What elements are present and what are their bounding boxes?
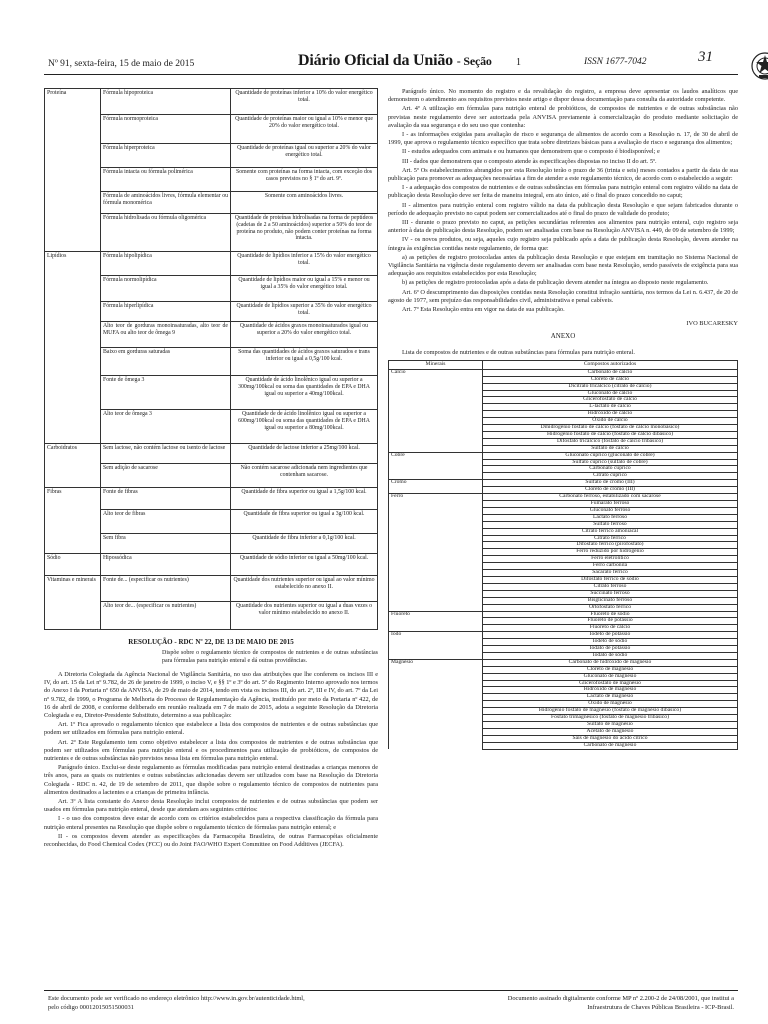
resolution-body-cont bbox=[388, 88, 738, 314]
row-condition: Quantidade de ácido linolênico igual ou superior a 300mg/100kcal ou soma das quantidades de EPA e DHA igual ou superior a 40mg/100kcal. bbox=[231, 376, 378, 410]
table-row bbox=[389, 680, 738, 687]
table-row bbox=[389, 397, 738, 404]
mineral-cell bbox=[389, 563, 483, 570]
table-row bbox=[389, 507, 738, 514]
table-row bbox=[389, 604, 738, 611]
table-row bbox=[389, 625, 738, 632]
mineral-cell bbox=[389, 466, 483, 473]
table-row bbox=[45, 410, 378, 444]
compound-cell: Hidrogênio fosfato de cálcio (fosfato de cálcio dibásico) bbox=[483, 431, 738, 438]
row-group bbox=[45, 376, 101, 410]
table-row bbox=[45, 276, 378, 302]
table-row bbox=[389, 563, 738, 570]
footer-verification bbox=[48, 994, 378, 1012]
table-row bbox=[45, 464, 378, 488]
row-condition: Quantidade dos nutrientes superior ou igual a duas vezes o valor mínimo estabelecido no anexo II. bbox=[231, 602, 378, 630]
compound-cell: Difosfato tricálcico (fosfato de cálcio tribásico) bbox=[483, 438, 738, 445]
row-group bbox=[45, 144, 101, 168]
table-row bbox=[45, 444, 378, 464]
compound-cell: Fluoreto de sódio bbox=[483, 611, 738, 618]
footer-mp-note: Documento assinado digitalmente conforme MP nº 2.200-2 de 24/08/2001, que institui a bbox=[507, 995, 734, 1002]
row-condition: Quantidade de fibra inferior a 0,1g/100 kcal. bbox=[231, 534, 378, 554]
compound-cell: Hidrogênio fosfato de magnésio (fosfato de magnésio dibásico) bbox=[483, 708, 738, 715]
row-attribute: Fórmula hidrolisada ou fórmula oligomérica bbox=[101, 214, 231, 252]
compound-cell: Óxido de magnésio bbox=[483, 701, 738, 708]
compound-cell: Sulfato de cálcio bbox=[483, 445, 738, 452]
table-row bbox=[389, 632, 738, 639]
row-attribute: Fórmula hiperlipídica bbox=[101, 302, 231, 322]
row-group bbox=[45, 464, 101, 488]
row-condition: Somente com proteínas na forma intacta, com exceção dos casos previstos no § 1º do art. 9º. bbox=[231, 168, 378, 192]
row-condition: Soma das quantidades de ácidos graxos saturados e trans inferior ou igual a 0,5g/100 kcal. bbox=[231, 348, 378, 376]
mineral-cell bbox=[389, 680, 483, 687]
row-attribute: Sem lactose, não contém lactose ou isento de lactose bbox=[101, 444, 231, 464]
mineral-cell bbox=[389, 535, 483, 542]
compound-cell: Lactato ferroso bbox=[483, 514, 738, 521]
mineral-cell bbox=[389, 528, 483, 535]
mineral-cell bbox=[389, 425, 483, 432]
paragraph: Art. 1º Fica aprovado o regulamento técnico que estabelece a lista dos compostos de nutrientes e de outras substâncias que podem ser utilizados em fórmulas para nutrição enteral. bbox=[44, 721, 378, 737]
row-condition: Quantidade de fibra superior ou igual a 1,5g/100 kcal. bbox=[231, 488, 378, 510]
row-group bbox=[45, 510, 101, 534]
section-label: - Seção bbox=[456, 54, 492, 68]
row-group bbox=[45, 348, 101, 376]
compound-cell: Citrato férrico bbox=[483, 535, 738, 542]
row-attribute: Fórmula de aminoácidos livres, fórmula elementar ou fórmula monomérica bbox=[101, 192, 231, 214]
table-row bbox=[389, 618, 738, 625]
mineral-cell bbox=[389, 666, 483, 673]
table-row bbox=[389, 694, 738, 701]
row-condition: Quantidade de lipídios superior a 35% do valor energético total. bbox=[231, 302, 378, 322]
col-header-compounds: Compostos autorizados bbox=[483, 360, 738, 369]
compound-cell: Carbonato cúprico bbox=[483, 466, 738, 473]
resolution-title: RESOLUÇÃO - RDC Nº 22, DE 13 DE MAIO DE 2015 bbox=[128, 638, 294, 646]
paragraph: II - os compostos devem atender as especificações da Farmacopéia Brasileira, de outras Farmacopéias oficialmente reconhecidas, do Food Chemical Codex (FCC) ou do Joint FAO/WHO Expert Committee on Food Additives (JECFA). bbox=[44, 832, 378, 849]
mineral-cell bbox=[389, 590, 483, 597]
journal-name: Diário Oficial da União bbox=[298, 52, 453, 69]
row-attribute: Fórmula normolipídica bbox=[101, 276, 231, 302]
mineral-cell bbox=[389, 728, 483, 735]
mineral-cell bbox=[389, 639, 483, 646]
row-condition: Quantidade de de ácido linolênico igual ou superior a 600mg/100kcal ou soma das quantidades de EPA e DHA igual ou superior a 80mg/100kcal. bbox=[231, 410, 378, 444]
row-attribute: Fonte de... (especificar os nutrientes) bbox=[101, 576, 231, 602]
compound-cell: Gluconato de cálcio bbox=[483, 390, 738, 397]
compound-cell: Carbonato de hidróxido de magnésio bbox=[483, 659, 738, 666]
compound-cell: Ferro eletrolítico bbox=[483, 556, 738, 563]
table-row bbox=[389, 673, 738, 680]
table-row bbox=[389, 466, 738, 473]
mineral-cell bbox=[389, 397, 483, 404]
table-row bbox=[389, 597, 738, 604]
compound-cell: Gluconato ferroso bbox=[483, 507, 738, 514]
compound-cell: Hidróxido de magnésio bbox=[483, 687, 738, 694]
row-attribute: Alto teor de gorduras monoinsaturadas, alto teor de MUFA ou alto teor de ômega 9 bbox=[101, 322, 231, 348]
compound-cell: Ortofosfato férrico bbox=[483, 604, 738, 611]
mineral-cell bbox=[389, 507, 483, 514]
section-number: 1 bbox=[516, 57, 521, 68]
table-row bbox=[389, 501, 738, 508]
compound-cell: Lactato de magnésio bbox=[483, 694, 738, 701]
compound-cell: Sacarato férrico bbox=[483, 570, 738, 577]
table-row bbox=[389, 611, 738, 618]
row-condition: Quantidade de proteínas maior ou igual a 10% e menor que 20% do valor energético total. bbox=[231, 115, 378, 144]
compound-cell: Sulfato de magnésio bbox=[483, 722, 738, 729]
row-group bbox=[45, 115, 101, 144]
annex-intro: Lista de compostos de nutrientes e de outras substâncias para fórmulas para nutrição enteral. bbox=[402, 348, 635, 356]
compound-cell: Fumarato ferroso bbox=[483, 501, 738, 508]
table-row bbox=[389, 383, 738, 390]
journal-title bbox=[298, 52, 492, 70]
table-row bbox=[45, 534, 378, 554]
table-row bbox=[45, 510, 378, 534]
mineral-cell bbox=[389, 576, 483, 583]
compound-cell: Fosfato trimagnésico (fosfato de magnésio tribásico) bbox=[483, 715, 738, 722]
row-group bbox=[45, 410, 101, 444]
table-row bbox=[389, 666, 738, 673]
compound-cell: Carbonato de magnésio bbox=[483, 742, 738, 749]
table-row bbox=[389, 514, 738, 521]
mineral-cell bbox=[389, 404, 483, 411]
compound-cell: Gluconato cúprico (gluconato de cobre) bbox=[483, 452, 738, 459]
compound-cell: Ferro reduzido por hidrogênio bbox=[483, 549, 738, 556]
mineral-cell bbox=[389, 431, 483, 438]
mineral-cell bbox=[389, 549, 483, 556]
paragraph: Art. 2º Este Regulamento tem como objetivo estabelecer a lista dos compostos de nutrientes e de outras substâncias que podem ser utilizados em fórmulas para nutrição enteral e os procedimentos para utilização de probióticos, de compostos de nutrientes e de outras substâncias não previstos nessa lista em fórmulas para nutrição enteral. bbox=[44, 738, 378, 763]
mineral-cell bbox=[389, 742, 483, 749]
row-condition: Quantidade de lipídios maior ou igual a 15% e menor ou igual a 35% do valor energético total. bbox=[231, 276, 378, 302]
row-attribute: Hipossódica bbox=[101, 554, 231, 576]
paragraph: III - durante o prazo previsto no caput, as petições secundárias referentes aos alimentos para nutrição enteral, cujo registro seja anterior à data de publicação desta Resolução, podem ser analisadas com base na Resolução ANVISA n. 449, de 09 de setembro de 1999; bbox=[388, 219, 738, 235]
row-condition: Quantidade de proteínas hidrolisadas na forma de peptídeos (cadeias de 2 a 50 aminoácidos) superior a 50% do teor de proteína no produto, não podem conter proteínas na forma intacta. bbox=[231, 214, 378, 252]
row-group: Sódio bbox=[45, 554, 101, 576]
paragraph: I - a adequação dos compostos de nutrientes e de outras substâncias em fórmulas para nutrição enteral com registro válido na data de publicação desta Resolução deve ser feita de maneira integral, em ato único, até o final do prazo concedido no caput; bbox=[388, 184, 738, 200]
mineral-cell bbox=[389, 625, 483, 632]
compound-cell: Óxido de cálcio bbox=[483, 418, 738, 425]
table-row bbox=[45, 376, 378, 410]
issue-date: Nº 91, sexta-feira, 15 de maio de 2015 bbox=[48, 59, 195, 69]
resolution-body bbox=[44, 671, 378, 849]
row-attribute: Fórmula hiperproteica bbox=[101, 144, 231, 168]
row-condition: Quantidade de ácidos graxos monoinsaturados igual ou superior a 20% do valor energético total. bbox=[231, 322, 378, 348]
mineral-cell bbox=[389, 521, 483, 528]
compound-cell: Acetato de magnésio bbox=[483, 728, 738, 735]
paragraph: IV - os novos produtos, ou seja, aqueles cujo registro seja publicado após a data de publicação desta Resolução, devem atender na íntegra às exigências contidas neste regulamento, de forma que: bbox=[388, 236, 738, 252]
table-row bbox=[389, 535, 738, 542]
compound-cell: Dihidrogênio fosfato de cálcio (fosfato de cálcio monobásico) bbox=[483, 425, 738, 432]
table-row bbox=[45, 168, 378, 192]
table-row bbox=[45, 89, 378, 115]
paragraph: Art. 7º Esta Resolução entra em vigor na data de sua publicação. bbox=[402, 306, 565, 314]
row-group bbox=[45, 168, 101, 192]
table-row bbox=[389, 452, 738, 459]
page-header bbox=[44, 45, 738, 75]
paragraph: I - o uso dos compostos deve estar de acordo com os critérios estabelecidos para a respectiva classificação da fórmula para nutrição enteral presentes na Resolução que dispõe sobre o regulamento técnico de fórmulas para nutrição enteral; e bbox=[44, 815, 378, 831]
table-row bbox=[389, 376, 738, 383]
row-attribute: Fórmula normoproteica bbox=[101, 115, 231, 144]
table-row bbox=[45, 115, 378, 144]
mineral-cell bbox=[389, 735, 483, 742]
table-row bbox=[45, 488, 378, 510]
table-row bbox=[389, 715, 738, 722]
row-attribute: Baixo em gorduras saturadas bbox=[101, 348, 231, 376]
mineral-cell bbox=[389, 597, 483, 604]
table-row bbox=[45, 554, 378, 576]
table-row bbox=[389, 556, 738, 563]
mineral-cell bbox=[389, 701, 483, 708]
mineral-cell bbox=[389, 376, 483, 383]
table-row bbox=[389, 742, 738, 749]
left-column bbox=[44, 88, 378, 850]
mineral-cell bbox=[389, 604, 483, 611]
compound-cell: Glicerofosfato de cálcio bbox=[483, 397, 738, 404]
table-row bbox=[389, 639, 738, 646]
mineral-cell bbox=[389, 708, 483, 715]
table-row bbox=[389, 521, 738, 528]
mineral-cell: Cobre bbox=[389, 452, 483, 459]
table-row bbox=[45, 322, 378, 348]
paragraph: Art. 5º Os estabelecimentos abrangidos por esta Resolução terão o prazo de 36 (trinta e seis) meses contados a partir da data de sua publicação para promover as adequações necessárias a fim de atender a este regulamento técnico, de acordo com o estabelecido a seguir: bbox=[388, 166, 738, 183]
table-row bbox=[389, 576, 738, 583]
row-group bbox=[45, 602, 101, 630]
table-row bbox=[45, 576, 378, 602]
table-row bbox=[45, 144, 378, 168]
mineral-cell: Ferro bbox=[389, 494, 483, 501]
row-attribute: Fórmula hipoproteica bbox=[101, 89, 231, 115]
row-condition: Quantidade de sódio inferior ou igual a 50mg/100 kcal. bbox=[231, 554, 378, 576]
resolution-summary: Dispõe sobre o regulamento técnico de compostos de nutrientes e de outras substâncias para fórmulas para nutrição enteral e dá outras providências. bbox=[162, 650, 378, 664]
row-attribute: Alto teor de ômega 3 bbox=[101, 410, 231, 444]
compound-cell: Ferro carbonila bbox=[483, 563, 738, 570]
table-row bbox=[45, 252, 378, 276]
row-condition: Quantidade de proteínas inferior a 10% do valor energético total. bbox=[231, 89, 378, 115]
table-row bbox=[389, 459, 738, 466]
table-row bbox=[389, 549, 738, 556]
table-row bbox=[389, 735, 738, 742]
table-row bbox=[389, 390, 738, 397]
compound-cell: Bisglicinato ferroso bbox=[483, 597, 738, 604]
footer-signature-note bbox=[404, 994, 734, 1012]
compound-cell: Cloreto de cromo (III) bbox=[483, 487, 738, 494]
compound-cell: Sulfato ferroso bbox=[483, 521, 738, 528]
mineral-cell: Magnésio bbox=[389, 659, 483, 666]
paragraph: Parágrafo único. Exclui-se deste regulamento as fórmulas modificadas para nutrição enteral destinadas a crianças menores de três anos, para as quais os nutrientes e outras substâncias adicionadas devem ser utilizados com base na Resolução da Diretoria Colegiada - RDC n. 42, de 19 de setembro de 2011, que dispõe sobre o regulamento técnico de compostos de nutrientes para alimentos destinados a lactentes e a crianças de primeira infância. bbox=[44, 764, 378, 796]
compound-cell: Sais de magnésio do ácido cítrico bbox=[483, 735, 738, 742]
mineral-cell bbox=[389, 583, 483, 590]
table-row bbox=[389, 652, 738, 659]
paragraph: Art. 4º A utilização em fórmulas para nutrição enteral de probióticos, de compostos de nutrientes e de outras substâncias não previstas neste regulamento deve ser autorizada pela ANVISA previamente à comercialização do produto mediante solicitação de avaliação da sua segurança e do seu uso que contenha: bbox=[388, 105, 738, 129]
table-row bbox=[389, 480, 738, 487]
row-group bbox=[45, 214, 101, 252]
mineral-cell bbox=[389, 646, 483, 653]
table-row bbox=[389, 411, 738, 418]
paragraph: I - as informações exigidas para avaliação de risco e segurança de alimentos de acordo com a Resolução n. 17, de 30 de abril de 1999, que aprova o regulamento técnico específico que trata sobre diretrizes básicas para a avaliação de risco e segurança dos alimentos; bbox=[388, 131, 738, 147]
table-row bbox=[389, 728, 738, 735]
row-group: Lipídios bbox=[45, 252, 101, 276]
compound-cell: Citrato cúprico bbox=[483, 473, 738, 480]
footer-icp-note: Infraestrutura de Chaves Públicas Brasileira - ICP-Brasil. bbox=[587, 1004, 734, 1011]
compound-cell: Cloreto de magnésio bbox=[483, 666, 738, 673]
compound-cell: Iodato de potássio bbox=[483, 646, 738, 653]
right-column bbox=[388, 88, 738, 750]
mineral-cell: Fluoreto bbox=[389, 611, 483, 618]
annex-title: ANEXO bbox=[550, 332, 576, 341]
row-group bbox=[45, 276, 101, 302]
row-attribute: Alto teor de... (especificar os nutrientes) bbox=[101, 602, 231, 630]
table-row bbox=[389, 646, 738, 653]
mineral-cell bbox=[389, 514, 483, 521]
footer-verify-code: pelo código 00012015051500031 bbox=[48, 1004, 134, 1011]
table-row bbox=[389, 404, 738, 411]
mineral-cell bbox=[389, 459, 483, 466]
row-group bbox=[45, 322, 101, 348]
row-condition: Quantidade dos nutrientes superior ou igual ao valor mínimo estabelecido no anexo II. bbox=[231, 576, 378, 602]
compound-cell: Hidróxido de cálcio bbox=[483, 411, 738, 418]
compound-cell: Gluconato de magnésio bbox=[483, 673, 738, 680]
row-condition: Quantidade de fibra superior ou igual a 3g/100 kcal. bbox=[231, 510, 378, 534]
compound-cell: L-lactato de cálcio bbox=[483, 404, 738, 411]
compound-cell: Dicitrato tricálcico (citrato de cálcio) bbox=[483, 383, 738, 390]
row-attribute: Alto teor de fibras bbox=[101, 510, 231, 534]
compound-cell: Glicerofosfato de magnésio bbox=[483, 680, 738, 687]
row-condition: Não contém sacarose adicionada nem ingredientes que contenham sacarose. bbox=[231, 464, 378, 488]
mineral-cell bbox=[389, 715, 483, 722]
compound-cell: Carbonato ferroso, estabilizado com sacarose bbox=[483, 494, 738, 501]
row-group: Proteína bbox=[45, 89, 101, 115]
table-row bbox=[45, 602, 378, 630]
mineral-cell bbox=[389, 694, 483, 701]
mineral-cell bbox=[389, 722, 483, 729]
row-condition: Quantidade de lipídios inferior a 15% do valor energético total. bbox=[231, 252, 378, 276]
compound-cell: Iodato de sódio bbox=[483, 652, 738, 659]
mineral-cell bbox=[389, 542, 483, 549]
compound-cell: Carbonato de cálcio bbox=[483, 369, 738, 376]
compound-cell: Difosfato férrico (pirofosfato) bbox=[483, 542, 738, 549]
mineral-cell bbox=[389, 438, 483, 445]
mineral-cell: Cromo bbox=[389, 480, 483, 487]
compound-cell: Cloreto de cálcio bbox=[483, 376, 738, 383]
row-condition: Somente com aminoácidos livres. bbox=[231, 192, 378, 214]
paragraph: Art. 3º A lista constante do Anexo desta Resolução inclui compostos de nutrientes e de outras substâncias que podem ser usados em fórmulas para nutrição enteral, desde que atendam aos seguintes critérios: bbox=[44, 798, 378, 814]
mineral-cell bbox=[389, 501, 483, 508]
table-row bbox=[389, 722, 738, 729]
paragraph: III - dados que demonstrem que o composto atende às especificações dispostas no inciso II do art. 5º. bbox=[402, 157, 657, 165]
compound-cell: Succinato ferroso bbox=[483, 590, 738, 597]
paragraph: A Diretoria Colegiada da Agência Nacional de Vigilância Sanitária, no uso das atribuições que lhe conferem os incisos III e IV, do art. 15 da Lei nº 9.782, de 26 de janeiro de 1999, o inciso V, e §§ 1º e 3º do art. 5º do Regimento Interno aprovado nos termos do Anexo I da Portaria nº 650 da ANVISA, de 29 de maio de 2014, tendo em vista os incisos III, do art. 2º, III e IV, do art. 7º da Lei nº 9.782, de 1999, o Programa de Melhoria do Processo de Regulamentação da Agência, instituído por meio da Portaria nº 422, de 16 de abril de 2008, e conforme deliberado em reunião realizada em 7 de maio de 2015, adota a seguinte Resolução da Diretoria Colegiada e eu, Diretor-Presidente Substituto, determino a sua publicação: bbox=[44, 671, 378, 720]
mineral-cell bbox=[389, 556, 483, 563]
issn: ISSN 1677-7042 bbox=[584, 57, 647, 67]
table-row bbox=[45, 302, 378, 322]
compound-cell: Difosfato férrico de sódio bbox=[483, 576, 738, 583]
table-row bbox=[389, 494, 738, 501]
row-condition: Quantidade de lactose inferior a 25mg/100 kcal. bbox=[231, 444, 378, 464]
compound-cell: Fluoreto de potássio bbox=[483, 618, 738, 625]
row-attribute: Fonte de fibras bbox=[101, 488, 231, 510]
mineral-cell bbox=[389, 383, 483, 390]
row-attribute: Sem fibra bbox=[101, 534, 231, 554]
table-row bbox=[45, 192, 378, 214]
table-row bbox=[389, 570, 738, 577]
paragraph: Art. 6º O descumprimento das disposições contidas nesta Resolução constitui infração sanitária, nos termos da Lei n. 6.437, de 20 de agosto de 1977, sem prejuízo das responsabilidades civil, administrativa e penal cabíveis. bbox=[388, 288, 738, 304]
claims-table bbox=[44, 88, 378, 630]
table-row bbox=[45, 214, 378, 252]
table-row bbox=[45, 348, 378, 376]
row-group: Fibras bbox=[45, 488, 101, 510]
paragraph: b) as petições de registro protocoladas após a data de publicação devem atender na íntegra ao disposto neste regulamento. bbox=[402, 279, 709, 287]
compound-cell: Fluoreto de cálcio bbox=[483, 625, 738, 632]
table-row bbox=[389, 542, 738, 549]
row-group bbox=[45, 302, 101, 322]
table-row bbox=[389, 369, 738, 376]
row-condition: Quantidade de proteínas igual ou superior a 20% do valor energético total. bbox=[231, 144, 378, 168]
table-row bbox=[389, 590, 738, 597]
mineral-cell bbox=[389, 418, 483, 425]
mineral-cell bbox=[389, 390, 483, 397]
col-header-mineral: Minerais bbox=[389, 360, 483, 369]
row-attribute: Fonte de ômega 3 bbox=[101, 376, 231, 410]
row-attribute: Fórmula hipolipídica bbox=[101, 252, 231, 276]
table-row bbox=[389, 438, 738, 445]
compound-cell: Iodeto de potássio bbox=[483, 632, 738, 639]
table-row bbox=[389, 445, 738, 452]
paragraph: Parágrafo único. No momento do registro e da revalidação do registro, a empresa deve apresentar os laudos analíticos que demonstrem o atendimento aos requisitos previstos neste artigo e dispor dessa documentação para consulta da autoridade competente. bbox=[388, 88, 738, 104]
row-attribute: Fórmula intacta ou fórmula polimérica bbox=[101, 168, 231, 192]
paragraph: II - alimentos para nutrição enteral com registro válido na data da publicação desta Resolução e que sejam fabricados durante o período de adequação previsto no caput podem ser comercializados até o final do prazo de validade do produto; bbox=[388, 201, 738, 217]
compound-cell: Citrato ferroso bbox=[483, 583, 738, 590]
table-row bbox=[389, 659, 738, 666]
compound-cell: Citrato férrico amoniacal bbox=[483, 528, 738, 535]
row-group: Vitaminas e minerais bbox=[45, 576, 101, 602]
footer-verify-url: Este documento pode ser verificado no endereço eletrônico http://www.in.gov.br/autenticidade.html, bbox=[48, 995, 305, 1002]
mineral-cell: Cálcio bbox=[389, 369, 483, 376]
page-footer bbox=[44, 990, 738, 1011]
mineral-cell bbox=[389, 411, 483, 418]
coat-of-arms-icon bbox=[750, 51, 768, 81]
mineral-cell bbox=[389, 618, 483, 625]
compound-cell: Iodeto de sódio bbox=[483, 639, 738, 646]
mineral-cell bbox=[389, 687, 483, 694]
row-attribute: Sem adição de sacarose bbox=[101, 464, 231, 488]
table-row bbox=[389, 473, 738, 480]
paragraph: a) as petições de registro protocoladas antes da publicação desta Resolução e que estejam em tramitação no Sistema Nacional de Vigilância Sanitária na vigência deste regulamento devem ser analisadas com base nesta Resolução, sendo passíveis de exigência para sua adequação aos requisitos estabelecidos por esta Resolução; bbox=[388, 253, 738, 278]
annex-table bbox=[388, 360, 738, 750]
mineral-cell bbox=[389, 673, 483, 680]
compound-cell: Sulfato cúprico (sulfato de cobre) bbox=[483, 459, 738, 466]
page-number: 31 bbox=[698, 49, 713, 65]
table-row bbox=[389, 528, 738, 535]
table-row bbox=[389, 687, 738, 694]
table-row bbox=[389, 583, 738, 590]
signature: IVO BUCARESKY bbox=[686, 320, 738, 328]
mineral-cell bbox=[389, 570, 483, 577]
row-group bbox=[45, 192, 101, 214]
row-group: Carboidratos bbox=[45, 444, 101, 464]
compound-cell: Sulfato de cromo (III) bbox=[483, 480, 738, 487]
row-group bbox=[45, 534, 101, 554]
mineral-cell: Iodo bbox=[389, 632, 483, 639]
paragraph: II - estudos adequados com animais e ou humanos que demonstrem que o composto é biodisponível; e bbox=[402, 148, 660, 156]
